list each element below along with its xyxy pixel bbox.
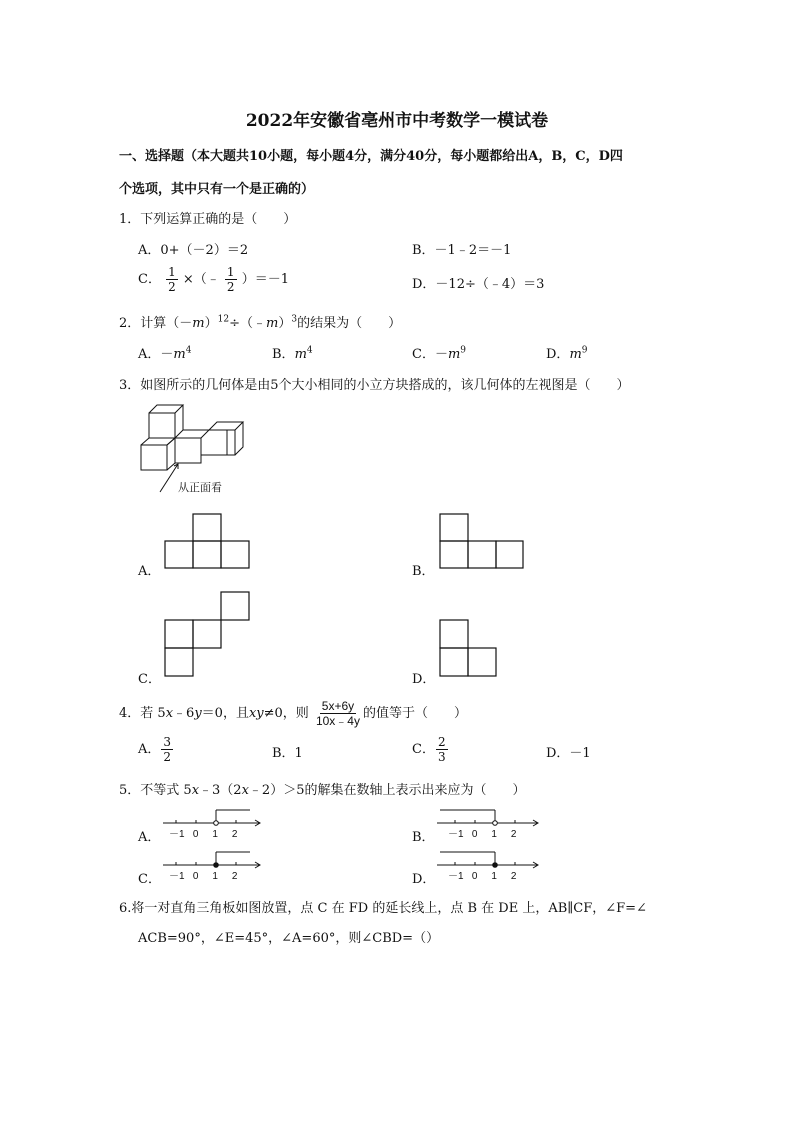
q3-option-b-label: B． <box>412 564 435 579</box>
q2-c-label: C．－ <box>412 347 448 362</box>
q2-d-var: m <box>569 347 582 362</box>
q2-stem-d: ） <box>278 316 292 331</box>
q4-frac-den: 10x﹣4y <box>315 714 360 728</box>
tick-label: －1 <box>448 829 464 840</box>
q1-c-frac1-den: 2 <box>168 280 176 294</box>
q5-var-x2: x <box>241 783 249 798</box>
q2-stem-e: 的结果为（ ） <box>297 316 402 331</box>
tick-label: －1 <box>448 871 464 882</box>
section-heading-line1: 一、选择题（本大题共10小题，每小题4分，满分40分，每小题都给出A，B，C，D四 <box>119 149 623 164</box>
q4-stem-b: ﹣6 <box>173 706 195 721</box>
q4-c-den: 3 <box>437 750 446 764</box>
q4-stem-a: 4．若 5 <box>119 706 166 721</box>
q3-option-a-label: A． <box>138 564 161 579</box>
q5-option-d-label: D． <box>412 872 436 887</box>
q1-c-end: ）＝－1 <box>241 272 289 287</box>
q2-var-m: m <box>192 316 205 331</box>
q1-c-frac1-num: 1 <box>168 265 176 279</box>
q5-c-ticks <box>169 867 237 882</box>
tick-label: 2 <box>510 829 517 840</box>
q2-a-var: m <box>173 347 186 362</box>
q1-c-mid: ×（﹣ <box>182 272 220 287</box>
q3-front-view-label: 从正面看 <box>178 481 222 494</box>
q1-option-a: A．0+（－2）＝2 <box>138 243 249 258</box>
q2-b-var: m <box>294 347 307 362</box>
q2-exp-3: 3 <box>291 314 298 325</box>
q4-a-label: A． <box>138 742 161 757</box>
q1-option-d: D．－12÷（﹣4）＝3 <box>412 277 545 292</box>
q1-option-b: B．－1﹣2＝－1 <box>412 243 512 258</box>
q5-option-a-label: A． <box>138 830 161 845</box>
q1-c-frac2-den: 2 <box>226 280 235 294</box>
q2-exp-12: 12 <box>217 314 230 325</box>
section-heading-line2: 个选项，其中只有一个是正确的） <box>119 182 315 197</box>
q4-a-num: 3 <box>163 735 172 749</box>
tick-label: 1 <box>491 871 497 882</box>
q4-frac-num: 5x+6y <box>321 699 355 713</box>
q4-stem-e: 的值等于（ ） <box>362 706 467 721</box>
q5-stem-b: ﹣3（2 <box>199 783 242 798</box>
q4-option-b: B．1 <box>272 746 303 761</box>
q2-stem-c: ÷（﹣ <box>229 316 266 331</box>
q5-a-ticks <box>169 825 237 840</box>
tick-label: 2 <box>510 871 517 882</box>
tick-label: 2 <box>231 829 238 840</box>
q4-c-label: C． <box>412 742 435 757</box>
q5-line-a <box>163 810 260 826</box>
q5-option-b-label: B． <box>412 830 435 845</box>
q2-var-m2: m <box>265 316 279 331</box>
q1-c-prefix: C． <box>138 272 161 287</box>
tick-label: 1 <box>212 871 218 882</box>
q2-d-exp: 9 <box>581 345 588 356</box>
tick-label: 0 <box>471 871 478 882</box>
q2-d-label: D． <box>546 347 570 362</box>
q2-stem-a: 2．计算（－ <box>119 316 193 331</box>
q4-var-y: y <box>194 706 202 721</box>
q5-stem-a: 5．不等式 5 <box>119 783 192 798</box>
q5-b-ticks <box>448 825 516 840</box>
q3-option-c-label: C． <box>138 672 161 687</box>
tick-label: －1 <box>169 829 185 840</box>
q1-c-frac2-num: 1 <box>226 265 235 279</box>
tick-label: 0 <box>192 871 199 882</box>
q3-option-d-label: D． <box>412 672 436 687</box>
q2-a-exp: 4 <box>185 345 192 356</box>
q2-c-var: m <box>447 347 461 362</box>
tick-label: 0 <box>192 829 199 840</box>
q5-line-c <box>163 852 260 868</box>
q2-a-label: A．－ <box>138 347 174 362</box>
q5-stem-c: ﹣2）＞5的解集在数轴上表示出来应为（ ） <box>248 783 526 798</box>
q5-d-ticks <box>448 867 516 882</box>
q4-stem-d: ≠0，则 <box>263 706 309 721</box>
q6-line2: ACB=90°，∠E=45°，∠A=60°，则∠CBD=（） <box>138 931 440 946</box>
tick-label: 0 <box>471 829 478 840</box>
q2-b-label: B． <box>272 347 295 362</box>
q1-stem: 1．下列运算正确的是（ ） <box>119 212 297 227</box>
q2-stem-b: ） <box>204 316 218 331</box>
q5-line-b <box>437 810 538 826</box>
q5-var-x1: x <box>191 783 200 798</box>
q5-option-c-label: C． <box>138 872 161 887</box>
tick-label: 2 <box>231 871 238 882</box>
q4-var-xy: xy <box>248 706 264 721</box>
q6-line1: 6.将一对直角三角板如图放置，点 C 在 FD 的延长线上，点 B 在 DE 上，AB∥CF，∠F=∠ <box>119 901 647 916</box>
q4-var-x: x <box>165 706 174 721</box>
page-title: 2022年安徽省亳州市中考数学一模试卷 <box>245 111 549 131</box>
q4-a-den: 2 <box>163 750 172 764</box>
q3-stem: 3．如图所示的几何体是由5个大小相同的小立方块搭成的，该几何体的左视图是（ ） <box>119 378 630 393</box>
tick-label: 1 <box>491 829 497 840</box>
q5-line-d <box>437 852 538 868</box>
tick-label: 1 <box>212 829 218 840</box>
tick-label: －1 <box>169 871 185 882</box>
q4-option-d: D．－1 <box>546 746 591 761</box>
q2-c-exp: 9 <box>460 345 467 356</box>
q4-stem-c: ＝0，且 <box>201 706 249 721</box>
q2-b-exp: 4 <box>306 345 313 356</box>
q4-c-num: 2 <box>437 735 446 749</box>
